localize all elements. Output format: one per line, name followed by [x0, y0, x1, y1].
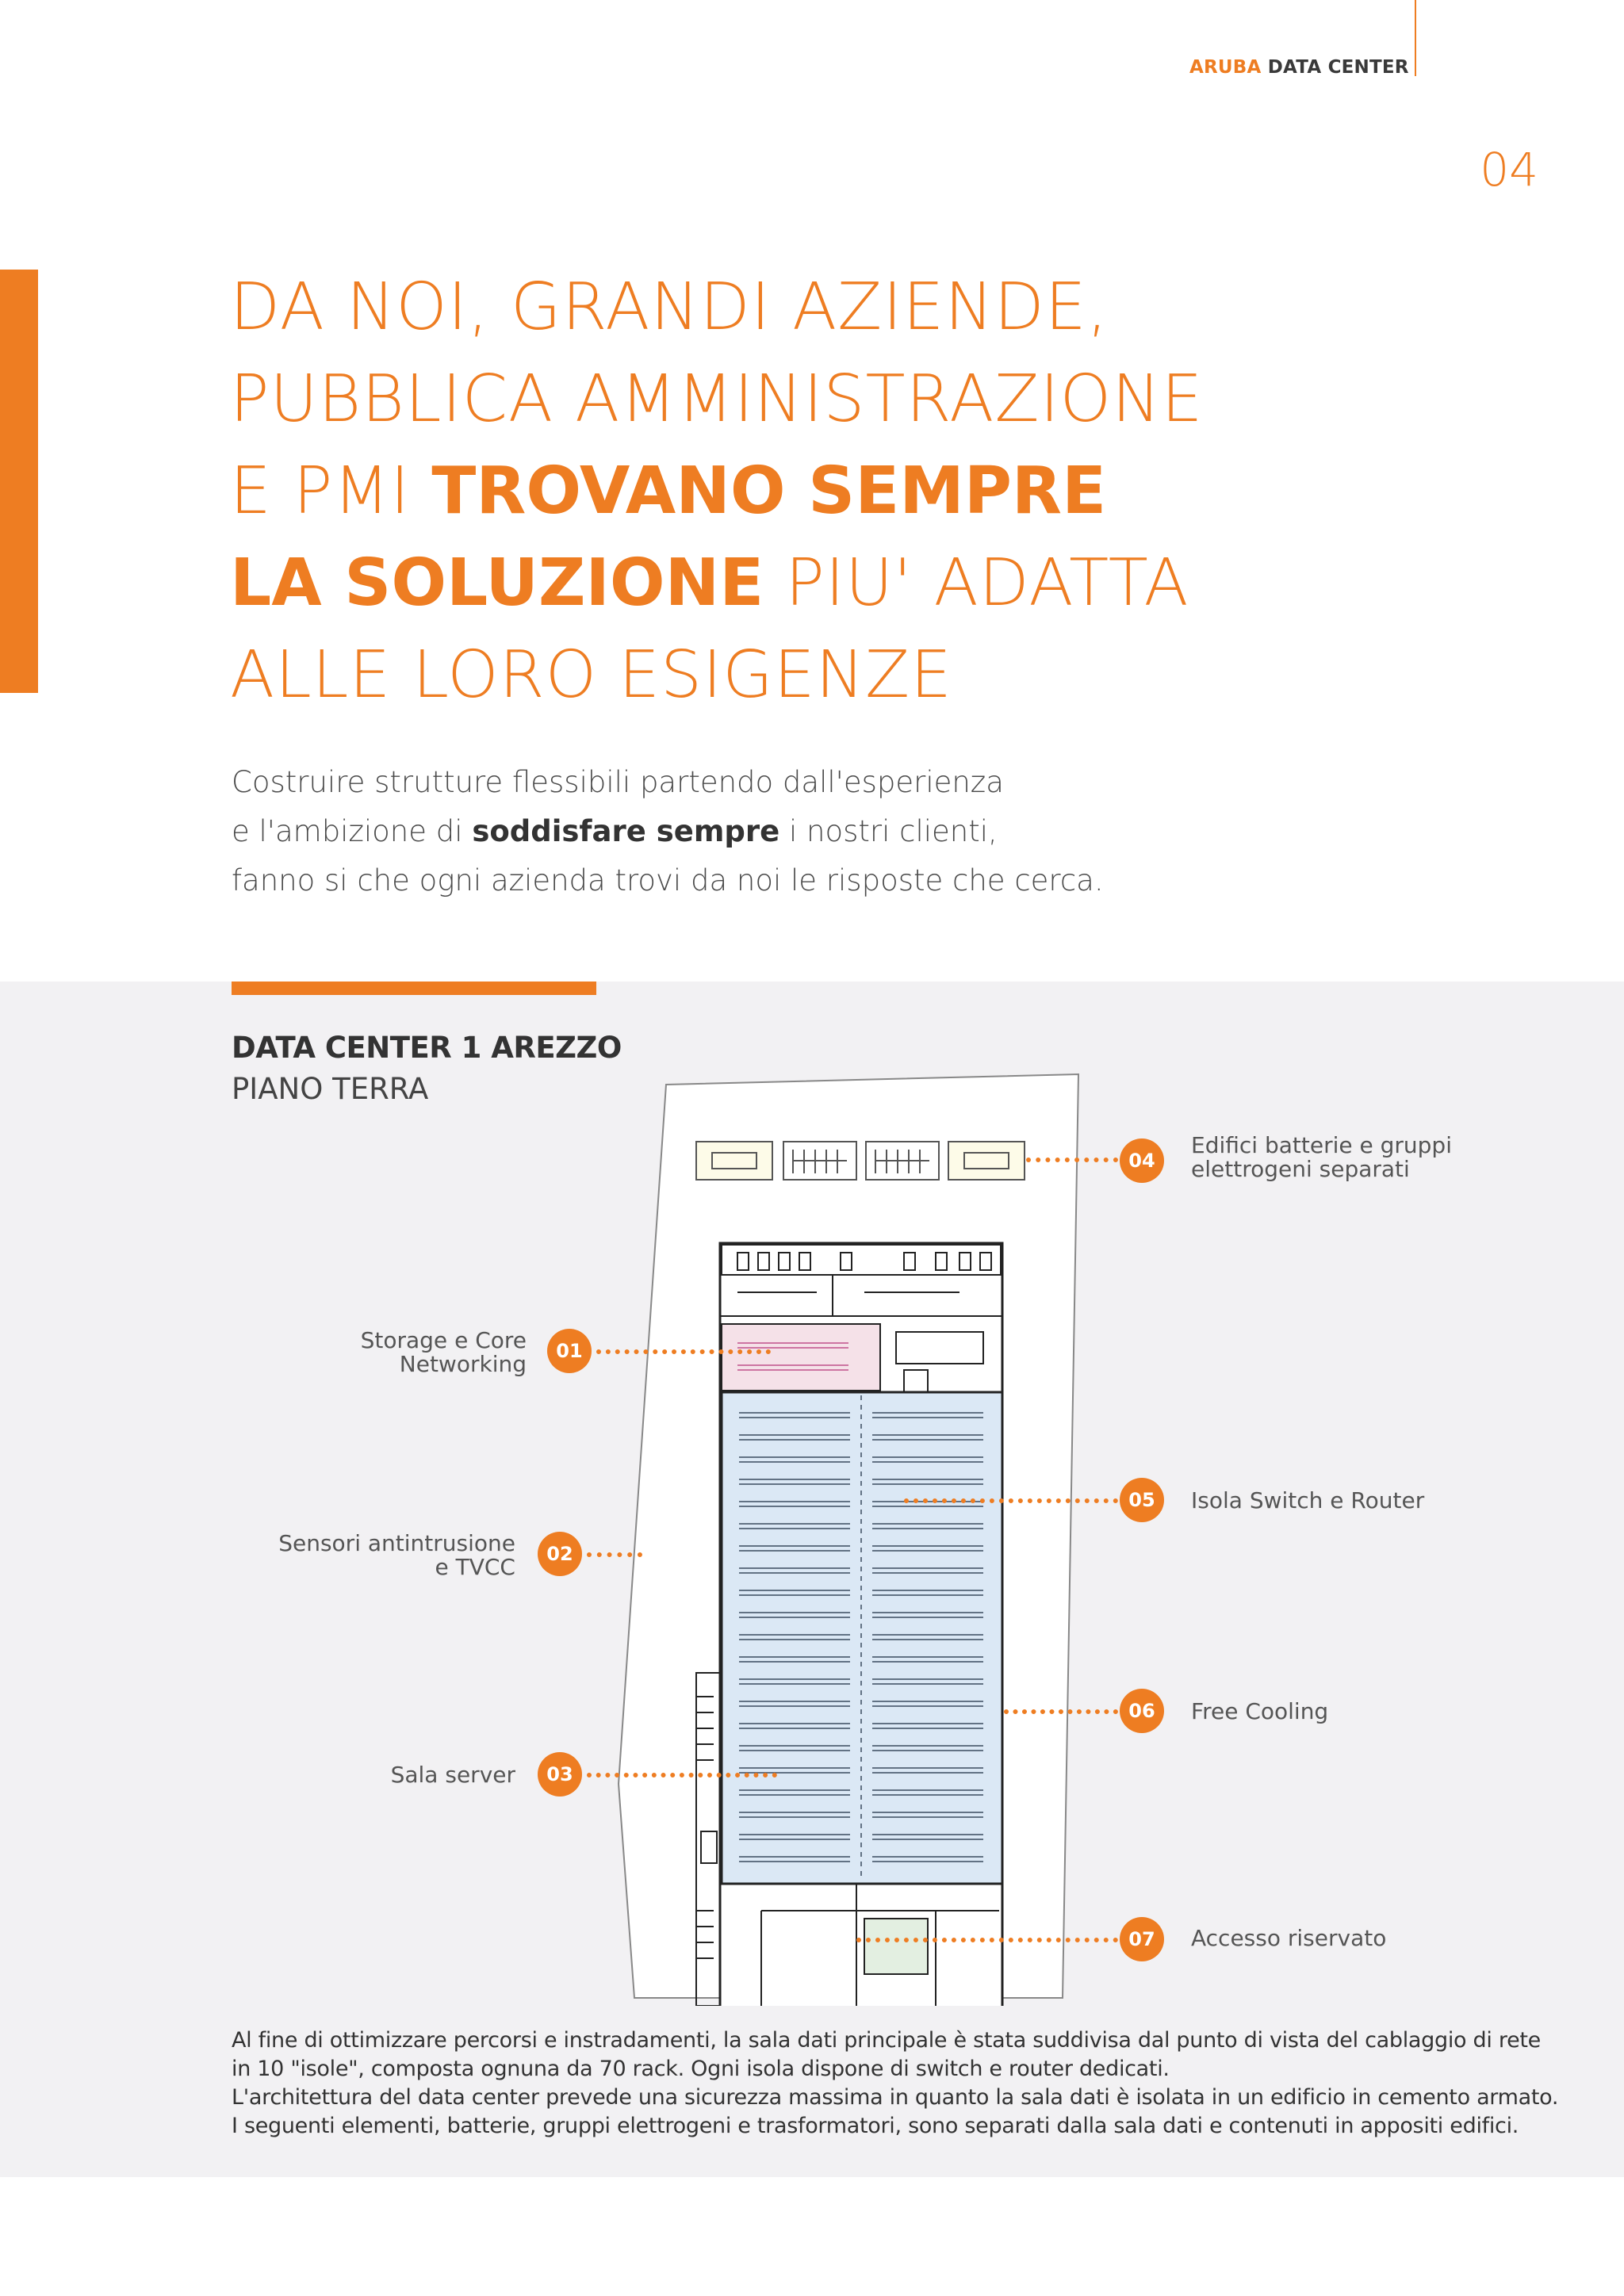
callout-05-label: [1191, 1489, 1424, 1513]
footer-line-4: I seguenti elementi, batterie, gruppi elettrogeni e trasformatori, sono separati dalla sala dati e contenuti in appositi edifici.: [232, 2114, 1519, 2138]
callout-01-line2: Networking: [399, 1351, 527, 1377]
headline-line-3: [230, 446, 1594, 538]
storage-room: [722, 1324, 880, 1391]
floor-plan: [603, 1070, 1126, 2006]
headline-line-2: PUBBLICA AMMINISTRAZIONE: [230, 362, 1204, 437]
datacenter-title: DATA CENTER 1 AREZZO: [232, 1031, 622, 1065]
headline-line-4-bold: LA SOLUZIONE: [230, 545, 764, 621]
footer-line-2: in 10 "isole", composta ognuna da 70 rack. Ogni isola dispone di switch e router dedicati.: [232, 2057, 1170, 2081]
callout-02-leader: [587, 1552, 642, 1557]
callout-07-marker[interactable]: 07: [1120, 1917, 1164, 1961]
callout-02-marker[interactable]: 02: [538, 1532, 582, 1576]
callout-03-label: [317, 1763, 515, 1787]
footer-line-1: Al fine di ottimizzare percorsi e instradamenti, la sala dati principale è stata suddivisa dal punto di vista del cablaggio di rete: [232, 2028, 1541, 2053]
callout-04-line2: elettrogeni separati: [1191, 1156, 1410, 1182]
panel-accent-bar: [232, 982, 596, 995]
intro-line-2: [232, 807, 1421, 856]
callout-07-label: [1191, 1927, 1386, 1950]
brand-label: [1189, 57, 1409, 78]
headline-line-4: [230, 538, 1594, 629]
callout-05-leader: [904, 1498, 1118, 1503]
headline: [230, 262, 1594, 721]
callout-06-label: [1191, 1700, 1328, 1724]
headline-line-1: DA NOI, GRANDI AZIENDE,: [230, 270, 1109, 345]
callout-02-line1: Sensori antintrusione: [278, 1530, 515, 1556]
callout-04-marker[interactable]: 04: [1120, 1138, 1164, 1183]
headline-line-5: ALLE LORO ESIGENZE: [230, 637, 952, 713]
callout-01-marker[interactable]: 01: [547, 1329, 592, 1373]
callout-02-line2: e TVCC: [435, 1554, 515, 1580]
callout-03-marker[interactable]: 03: [538, 1752, 582, 1797]
footer-line-3: L'architettura del data center prevede una sicurezza massima in quanto la sala dati è isolata in un edificio in cemento armato.: [232, 2085, 1559, 2110]
headline-line-3-bold: TROVANO SEMPRE: [431, 453, 1107, 529]
callout-02-label: [262, 1532, 515, 1579]
intro-line-1: Costruire strutture flessibili partendo dall'esperienza: [232, 765, 1004, 799]
server-room: [722, 1392, 1002, 1884]
callout-06-line1: Free Cooling: [1191, 1698, 1329, 1724]
callout-03-line1: Sala server: [390, 1762, 515, 1788]
callout-07-leader: [856, 1938, 1118, 1942]
intro-line-2-b: i nostri clienti,: [779, 814, 998, 848]
header-divider: [1415, 0, 1416, 76]
intro-line-2-a: e l'ambizione di: [232, 814, 473, 848]
callout-01-leader: [596, 1349, 771, 1354]
callout-05-marker[interactable]: 05: [1120, 1478, 1164, 1522]
callout-03-leader: [587, 1773, 777, 1777]
brand-part-aruba: ARUBA: [1189, 57, 1262, 78]
headline-line-4-light: PIU' ADATTA: [764, 545, 1189, 621]
page-number: 04: [1480, 143, 1538, 197]
callout-04-label: [1191, 1134, 1452, 1181]
callout-04-leader: [1026, 1158, 1118, 1162]
callout-01-line1: Storage e Core: [360, 1327, 527, 1353]
intro-line-2-bold: soddisfare sempre: [472, 814, 780, 848]
datacenter-subtitle: PIANO TERRA: [232, 1072, 429, 1106]
callout-06-leader: [1004, 1709, 1118, 1714]
headline-line-3-light: E PMI: [230, 453, 432, 529]
callout-01-label: [317, 1329, 527, 1376]
callout-05-line1: Isola Switch e Router: [1191, 1487, 1425, 1513]
footer-paragraph: [232, 2026, 1580, 2141]
intro-paragraph: [232, 758, 1421, 905]
callout-07-line1: Accesso riservato: [1191, 1925, 1387, 1951]
callout-06-marker[interactable]: 06: [1120, 1689, 1164, 1733]
brand-part-datacenter: DATA CENTER: [1267, 57, 1409, 78]
side-accent-bar: [0, 270, 38, 693]
callout-04-line1: Edifici batterie e gruppi: [1191, 1132, 1452, 1158]
intro-line-3: fanno si che ogni azienda trovi da noi le risposte che cerca.: [232, 863, 1104, 897]
